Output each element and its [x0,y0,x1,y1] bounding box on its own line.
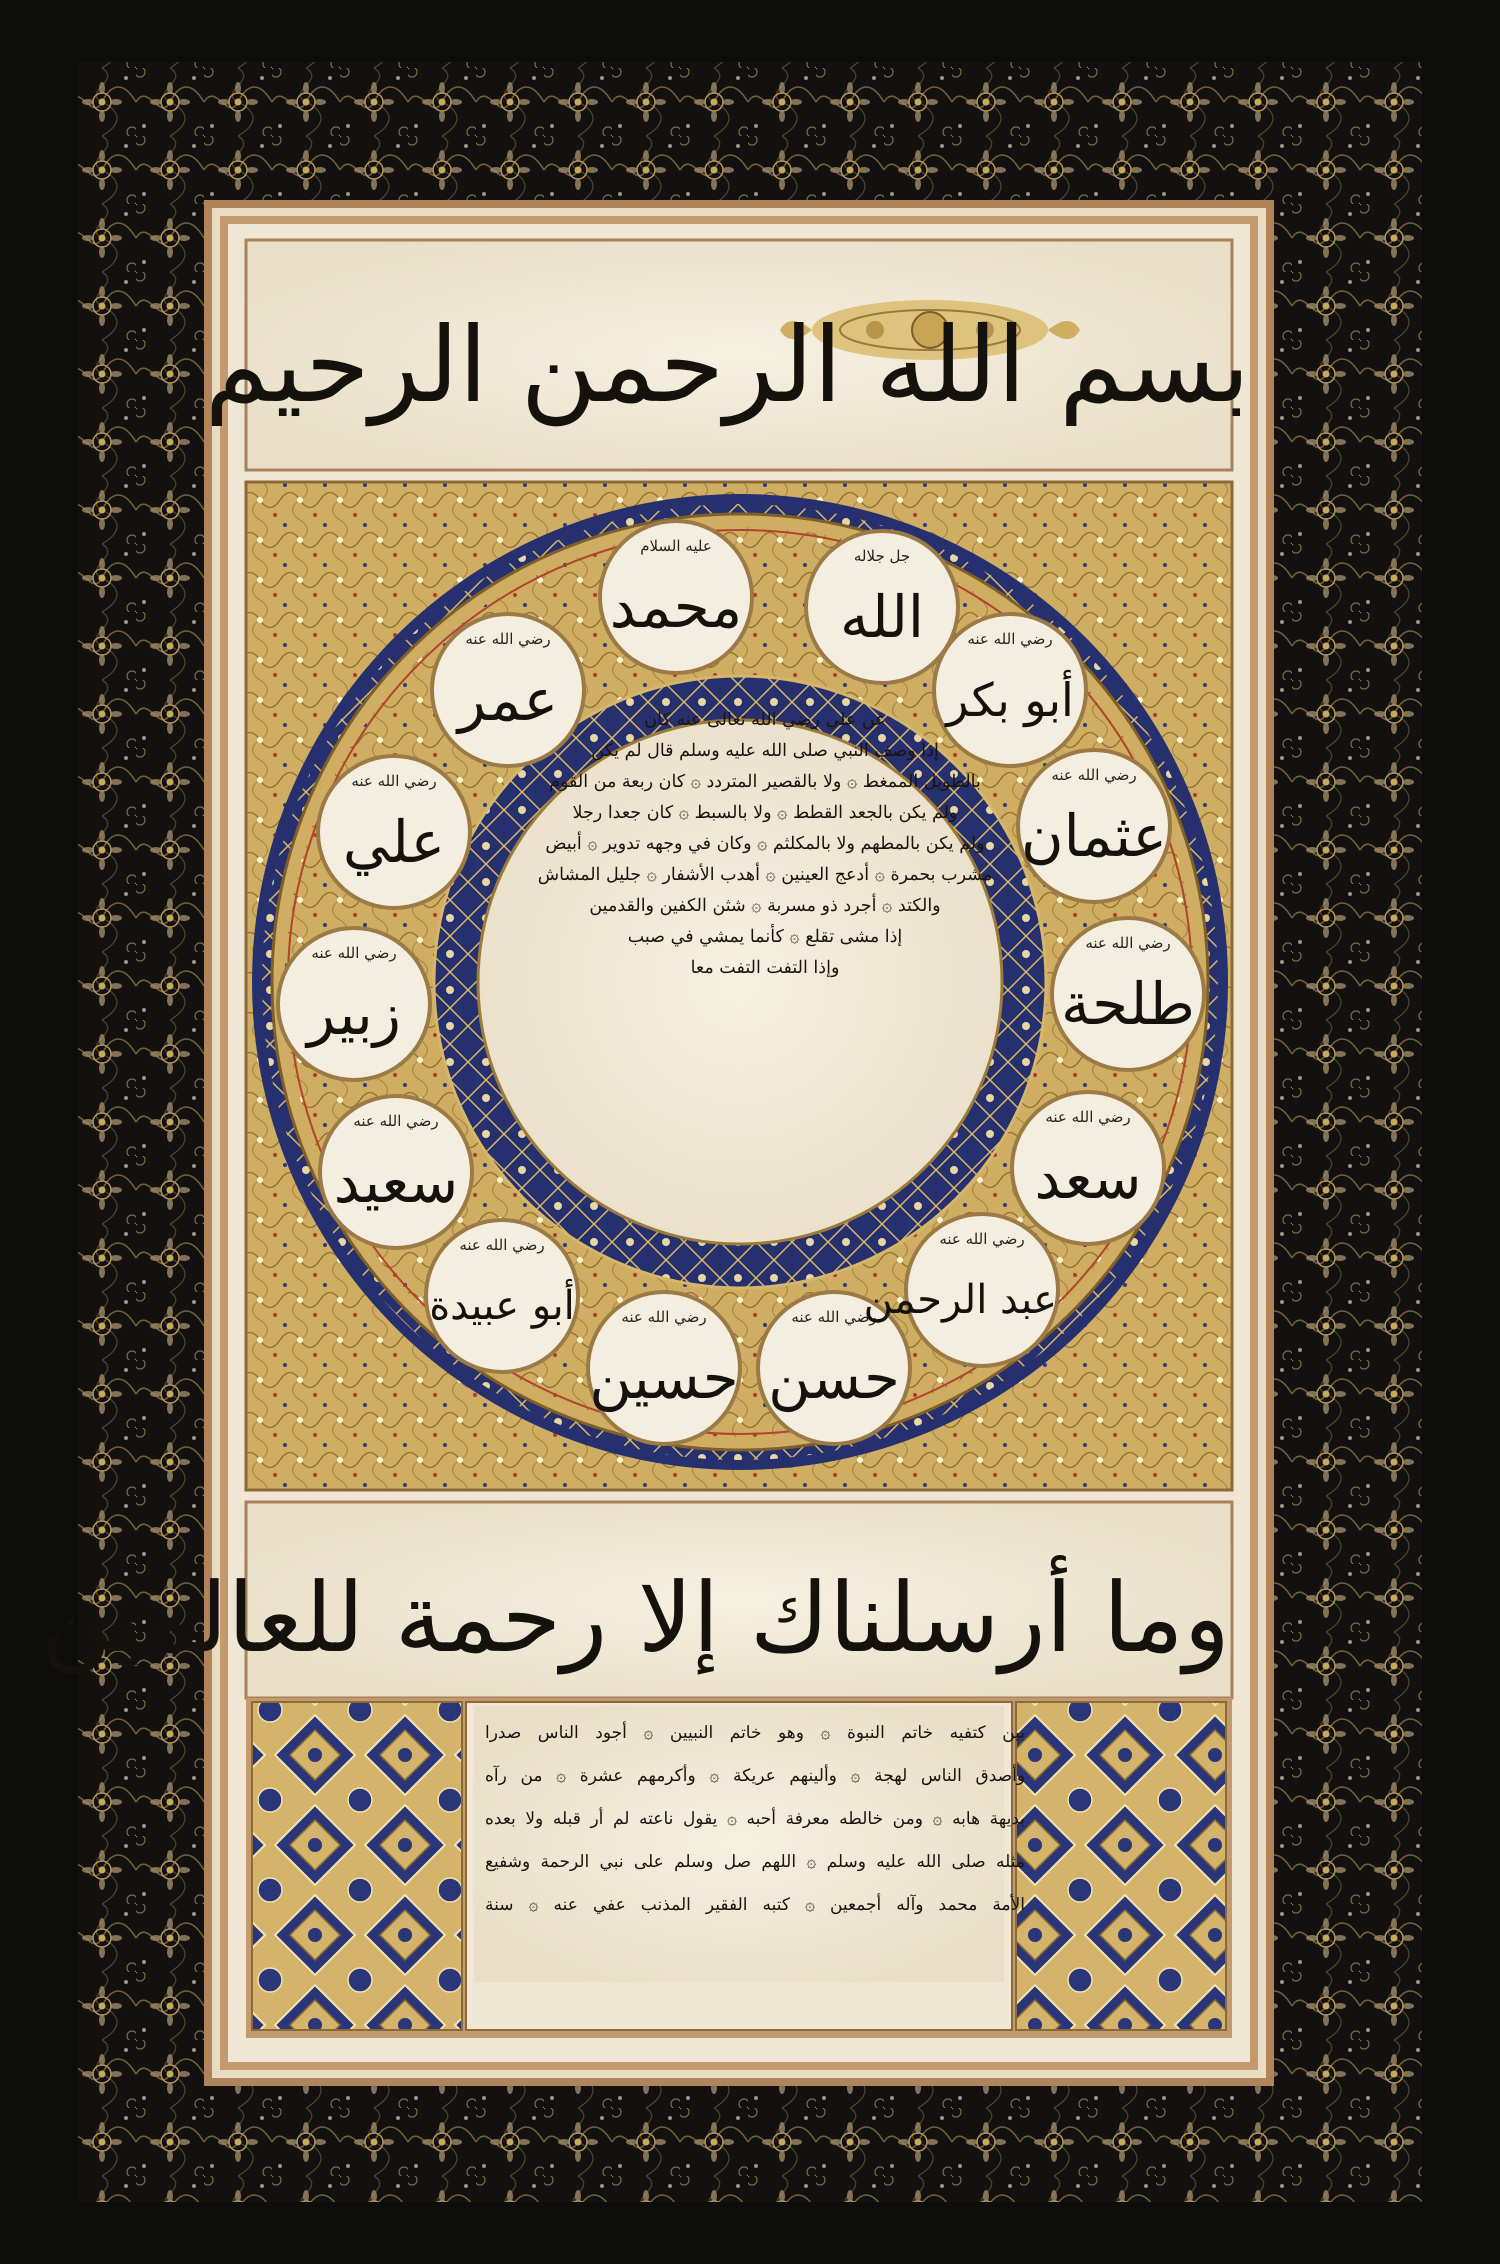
medallion-blessing: رضي الله عنه [459,1236,545,1254]
text-line: بالطويل الممغط ۞ ولا بالقصير المتردد ۞ كان ربعة من القوم [549,772,981,792]
medallion-name-husayn: حسين [589,1344,739,1412]
hilye-center-text [470,705,1060,1205]
text-line: إذا وصف النبي صلى الله عليه وسلم قال لم يكن [591,741,939,761]
medallion-name-abu-ubayda: أبو عبيدة [429,1283,575,1329]
medallion-name-talha: طلحة [1061,970,1195,1038]
medallion-blessing: عليه السلام [640,537,712,555]
basmala-calligraphy: بسم الله الرحمن الرحيم [204,304,1250,426]
medallion-blessing: رضي الله عنه [311,944,397,962]
medallion-blessing: رضي الله عنه [939,1230,1025,1248]
medallion-name-hasan: حسن [768,1344,900,1412]
medallion-name-said: سعيد [333,1148,459,1216]
medallion-name-sad: سعد [1034,1144,1142,1212]
medallion-blessing: جل جلاله [853,547,911,565]
text-line: الأمة محمد وآله أجمعين ۞ كتبه الفقير المذنب عفي عنه ۞ سنة [485,1895,1025,1915]
medallion-blessing: رضي الله عنه [1051,766,1137,784]
medallion-name-ali: علي [342,808,446,876]
text-line: ولم يكن بالمطهم ولا بالمكلثم ۞ وكان في وجهه تدوير ۞ أبيض [545,834,985,854]
medallion-name-allah: الله [839,583,925,651]
medallion-name-muhammad: محمد [609,573,743,641]
text-line: عن علي رضي الله تعالى عنه كان [644,710,886,730]
text-line: وإذا التفت التفت معا [690,958,840,978]
text-line: بديهة هابه ۞ ومن خالطه معرفة أحبه ۞ يقول ناعته لم أر قبله ولا بعده [485,1809,1025,1829]
hilye-bottom-text [485,1712,1025,1974]
medallion-name-umar: عمر [457,666,559,734]
medallion-blessing: رضي الله عنه [967,630,1053,648]
medallion-name-abd-al-rahman: عبد الرحمن [863,1277,1057,1323]
medallion-name-zubayr: زبير [307,980,401,1048]
text-line: والكتد ۞ أجرد ذو مسربة ۞ شثن الكفين والقدمين [589,896,941,916]
medallion-name-uthman: عثمان [1021,802,1167,870]
text-line: ولم يكن بالجعد القطط ۞ ولا بالسبط ۞ كان جعدا رجلا [572,803,958,823]
text-line: وأصدق الناس لهجة ۞ وألينهم عريكة ۞ وأكرمهم عشرة ۞ من رآه [485,1766,1025,1786]
medallion-blessing: رضي الله عنه [351,772,437,790]
medallion-blessing: رضي الله عنه [1085,934,1171,952]
verse-calligraphy: وما أرسلناك إلا رحمة للعالمين [40,1562,1230,1674]
text-line: مشرب بحمرة ۞ أدعج العينين ۞ أهدب الأشفار ۞ جليل المشاش [537,865,993,885]
medallion-blessing: رضي الله عنه [621,1308,707,1326]
medallion-blessing: رضي الله عنه [791,1308,877,1326]
text-line: بين كتفيه خاتم النبوة ۞ وهو خاتم النبيين ۞ أجود الناس صدرا [485,1723,1025,1743]
medallion-blessing: رضي الله عنه [353,1112,439,1130]
medallion-blessing: رضي الله عنه [1045,1108,1131,1126]
text-line: إذا مشى تقلع ۞ كأنما يمشي في صبب [627,927,903,947]
text-line: مثله صلى الله عليه وسلم ۞ اللهم صل وسلم على نبي الرحمة وشفيع [485,1852,1025,1872]
medallion-blessing: رضي الله عنه [465,630,551,648]
medallion-name-abu-bakr: أبو بكر [946,673,1074,727]
